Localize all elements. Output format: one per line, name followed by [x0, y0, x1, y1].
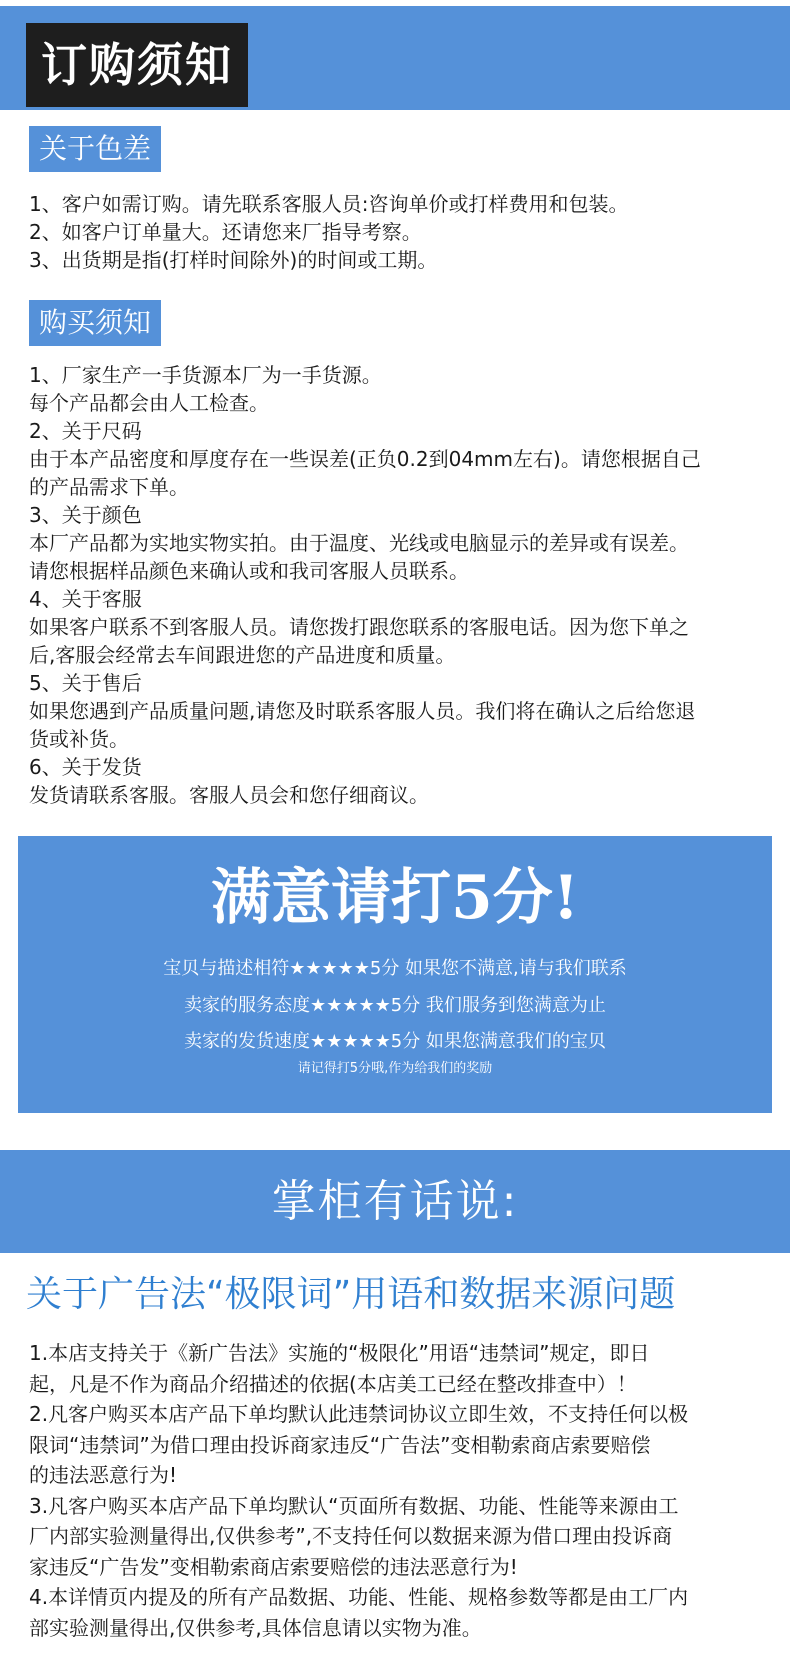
text-line: 1.本店支持关于《新广告法》实施的“极限化”用语“违禁词”规定，即日: [29, 1341, 650, 1365]
text-line: 发货请联系客服。客服人员会和您仔细商议。: [29, 783, 429, 807]
text-line: 3、出货期是指(打样时间除外)的时间或工期。: [29, 248, 438, 272]
text-line: 本厂产品都为实地实物实拍。由于温度、光线或电脑显示的差异或有误差。: [29, 531, 689, 555]
text-line: 4、关于客服: [29, 587, 142, 611]
text-line: 1、客户如需订购。请先联系客服人员:咨询单价或打样费用和包装。: [29, 192, 629, 216]
text-line: 2、关于尺码: [29, 419, 142, 443]
text-line: 由于本产品密度和厚度存在一些误差(正负0.2到04mm左右)。请您根据自己: [29, 447, 701, 471]
text-line: 家违反“广告发”变相勒索商店索要赔偿的违法恶意行为!: [29, 1554, 518, 1579]
section-tag-color-difference: 关于色差: [29, 126, 161, 172]
section-tag-purchase-notice: 购买须知: [29, 300, 161, 346]
text-line: 的违法恶意行为!: [29, 1463, 178, 1487]
text-line: 厂内部实验测量得出,仅供参考”,不支持任何以数据来源为借口理由投诉商: [29, 1524, 673, 1548]
text-line: 部实验测量得出,仅供参考,具体信息请以实物为准。: [29, 1615, 482, 1640]
text-line: 5、关于售后: [29, 671, 142, 695]
header-banner: [0, 6, 790, 110]
text-line: 如果客户联系不到客服人员。请您拨打跟您联系的客服电话。因为您下单之: [29, 615, 689, 639]
color-difference-text: [29, 190, 769, 274]
ad-law-text: [29, 1338, 769, 1643]
rating-line: 卖家的服务态度★★★★★5分 我们服务到您满意为止: [184, 995, 606, 1016]
text-line: 如果您遇到产品质量问题,请您及时联系客服人员。我们将在确认之后给您退: [29, 699, 696, 723]
text-line: 每个产品都会由人工检查。: [29, 391, 269, 415]
rating-title: 满意请打5分!: [210, 863, 580, 933]
text-line: 2.凡客户购买本店产品下单均默认此违禁词协议立即生效，不支持任何以极: [29, 1402, 689, 1426]
text-line: 请您根据样品颜色来确认或和我司客服人员联系。: [29, 559, 469, 583]
text-line: 4.本详情页内提及的所有产品数据、功能、性能、规格参数等都是由工厂内: [29, 1585, 689, 1609]
text-line: 1、厂家生产一手货源本厂为一手货源。: [29, 363, 382, 387]
text-line: 6、关于发货: [29, 755, 142, 779]
page-title: 订购须知: [26, 23, 248, 107]
rating-banner: [18, 836, 772, 1113]
text-line: 后,客服会经常去车间跟进您的产品进度和质量。: [29, 643, 456, 667]
text-line: 的产品需求下单。: [29, 475, 189, 499]
text-line: 3.凡客户购买本店产品下单均默认“页面所有数据、功能、性能等来源由工: [29, 1493, 679, 1518]
rating-line: 卖家的发货速度★★★★★5分 如果您满意我们的宝贝: [184, 1031, 606, 1052]
ad-law-heading: 关于广告法“极限词”用语和数据来源问题: [26, 1274, 676, 1315]
rating-note: 请记得打5分哦,作为给我们的奖励: [297, 1061, 493, 1076]
text-line: 起，凡是不作为商品介绍描述的依据(本店美工已经在整改排查中）！: [29, 1371, 637, 1396]
text-line: 3、关于颜色: [29, 503, 142, 527]
rating-line: 宝贝与描述相符★★★★★5分 如果您不满意,请与我们联系: [163, 958, 627, 979]
shopkeeper-banner: 掌柜有话说:: [0, 1150, 790, 1253]
text-line: 货或补货。: [29, 727, 129, 751]
purchase-notice-text: [29, 361, 769, 809]
text-line: 限词“违禁词”为借口理由投诉商家违反“广告法”变相勒索商店索要赔偿: [29, 1432, 651, 1457]
text-line: 2、如客户订单量大。还请您来厂指导考察。: [29, 220, 422, 244]
